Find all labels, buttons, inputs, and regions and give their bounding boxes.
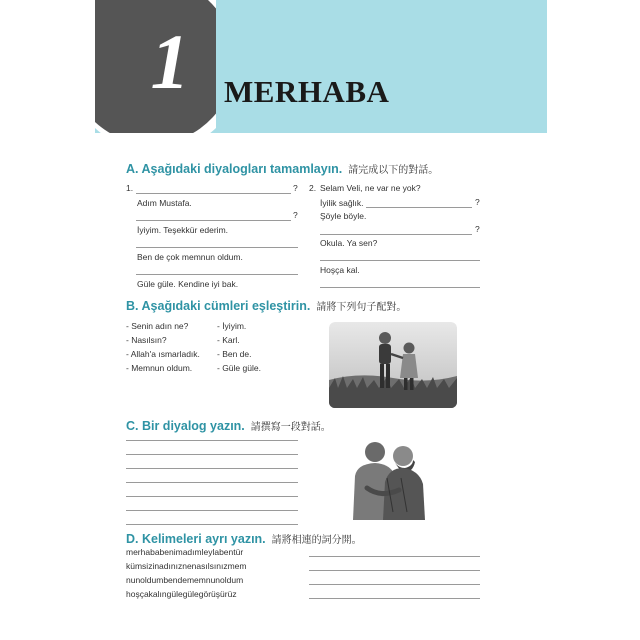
answer-line[interactable] [309,556,480,557]
question-mark: ? [475,197,480,207]
dialog-2-line-4: Okula. Ya sen? [320,238,378,248]
page-title: MERHABA [224,74,390,109]
question-mark: ? [293,210,298,220]
section-b-heading: B. Aşağıdaki cümleri eşleştirin. [126,299,311,313]
match-right-2: - Karl. [217,335,240,345]
match-left-4: - Memnun oldum. [126,363,193,373]
section-a-title [126,161,438,179]
writing-line[interactable] [126,482,298,483]
joined-word-1: merhababenimadımleylabentür [126,547,244,557]
writing-line[interactable] [126,510,298,511]
match-left-3: - Allah'a ısmarladık. [126,349,200,359]
section-a-heading: A. Aşağıdaki diyalogları tamamlayın. [126,162,343,176]
joined-word-4: hoşçakalıngülegülegörüşürüz [126,589,237,599]
answer-line[interactable] [309,598,480,599]
section-c-title [126,418,331,436]
dialog-1-line-2: İyiyim. Teşekkür ederim. [137,225,229,235]
answer-line[interactable] [309,570,480,571]
answer-line[interactable] [136,220,291,221]
section-b-heading-zh: 請將下列句子配對。 [316,302,407,313]
writing-line[interactable] [126,468,298,469]
dialog-1-line-1: Adım Mustafa. [137,198,192,208]
section-d-heading: D. Kelimeleri ayrı yazın. [126,532,266,546]
match-left-1: - Senin adın ne? [126,321,189,331]
dialog-2-line-3: Şöyle böyle. [320,211,367,221]
answer-line[interactable] [136,247,298,248]
section-b-title [126,298,406,316]
answer-line[interactable] [136,193,291,194]
section-a-heading-zh: 請完成以下的對話。 [348,165,439,176]
joined-word-2: kümsizinadınıznenasılsınızmem [126,561,247,571]
men-hugging-photo [343,432,431,520]
question-mark: ? [293,183,298,193]
answer-line[interactable] [320,234,472,235]
answer-line[interactable] [136,274,298,275]
answer-line[interactable] [320,260,480,261]
joined-word-3: nunoldumbendememnunoldum [126,575,244,585]
match-right-3: - Ben de. [217,349,252,359]
match-left-2: - Nasılsın? [126,335,167,345]
dialog-1-number: 1. [126,183,134,193]
lesson-number: 1 [150,18,190,105]
writing-line[interactable] [126,524,298,525]
dialog-2-line-5: Hoşça kal. [320,265,360,275]
match-right-1: - İyiyim. [217,321,247,331]
section-c-heading: C. Bir diyalog yazın. [126,419,245,433]
dialog-2-line-1: Selam Veli, ne var ne yok? [320,183,421,193]
dialog-2-number: 2. [309,183,317,193]
writing-line[interactable] [126,496,298,497]
section-c-heading-zh: 請撰寫一段對話。 [250,422,331,433]
writing-line[interactable] [126,454,298,455]
answer-line[interactable] [366,207,472,208]
dialog-2-line-2: İyilik sağlık. [320,198,364,208]
dialog-1-line-3: Ben de çok memnun oldum. [137,252,243,262]
section-d-heading-zh: 請將相連的詞分開。 [271,535,362,546]
writing-line[interactable] [126,440,298,441]
dialog-1-line-4: Güle güle. Kendine iyi bak. [137,279,239,289]
match-right-4: - Güle güle. [217,363,261,373]
children-photo [329,322,457,408]
answer-line[interactable] [309,584,480,585]
answer-line[interactable] [320,287,480,288]
question-mark: ? [475,224,480,234]
